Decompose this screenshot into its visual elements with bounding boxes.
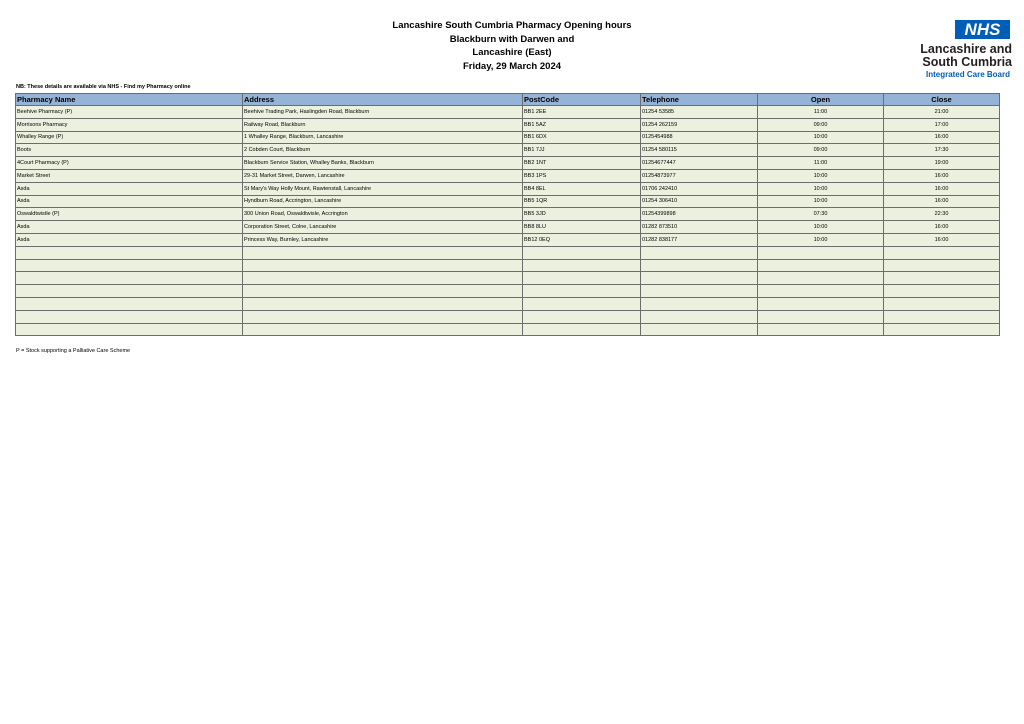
cell-telephone: 01254 262159: [641, 118, 758, 131]
cell-pharmacy-name: Morrisons Pharmacy: [16, 118, 243, 131]
cell-address: Princess Way, Burnley, Lancashire: [243, 233, 523, 246]
cell-pharmacy-name: [16, 272, 243, 285]
cell-postcode: BB3 1PS: [523, 169, 641, 182]
cell-address: [243, 310, 523, 323]
logo-org-line-3: Integrated Care Board: [925, 70, 1010, 79]
cell-open: 10:00: [758, 182, 884, 195]
cell-pharmacy-name: Asda: [16, 182, 243, 195]
cell-close: 16:00: [884, 233, 1000, 246]
table-row: [16, 118, 1000, 131]
cell-close: [884, 272, 1000, 285]
availability-note: NB: These details are available via NHS - Find my Pharmacy online: [16, 84, 191, 90]
table-row: [16, 169, 1000, 182]
cell-pharmacy-name: Market Street: [16, 169, 243, 182]
cell-telephone: 01254 306410: [641, 195, 758, 208]
cell-telephone: 01706 242410: [641, 182, 758, 195]
cell-telephone: 01254399898: [641, 208, 758, 221]
cell-postcode: BB12 0EQ: [523, 233, 641, 246]
table-row: [16, 259, 1000, 272]
cell-pharmacy-name: 4Court Pharmacy (P): [16, 157, 243, 170]
cell-address: 300 Union Road, Oswaldtwisle, Accrington: [243, 208, 523, 221]
cell-telephone: 0125454988: [641, 131, 758, 144]
cell-pharmacy-name: [16, 259, 243, 272]
column-header-postcode: PostCode: [523, 94, 641, 106]
cell-postcode: [523, 323, 641, 336]
cell-close: 16:00: [884, 169, 1000, 182]
cell-address: 29-31 Market Street, Darwen, Lancashire: [243, 169, 523, 182]
cell-address: [243, 297, 523, 310]
table-row: [16, 144, 1000, 157]
cell-open: 09:00: [758, 118, 884, 131]
cell-close: [884, 285, 1000, 298]
cell-close: [884, 246, 1000, 259]
cell-close: 17:30: [884, 144, 1000, 157]
table-row: [16, 208, 1000, 221]
cell-telephone: 01254677447: [641, 157, 758, 170]
cell-pharmacy-name: Boots: [16, 144, 243, 157]
cell-address: Corporation Street, Colne, Lancashire: [243, 221, 523, 234]
cell-telephone: [641, 285, 758, 298]
cell-close: 17:00: [884, 118, 1000, 131]
column-header-pharmacy-name: Pharmacy Name: [16, 94, 243, 106]
cell-pharmacy-name: [16, 297, 243, 310]
cell-close: 22:30: [884, 208, 1000, 221]
cell-telephone: 01254 580115: [641, 144, 758, 157]
cell-address: [243, 272, 523, 285]
title-line-3: Lancashire (East): [472, 47, 552, 58]
cell-telephone: [641, 310, 758, 323]
cell-close: 16:00: [884, 131, 1000, 144]
cell-address: St Mary's Way Holly Mount, Rawtenstall, Lancashire: [243, 182, 523, 195]
cell-close: [884, 297, 1000, 310]
cell-close: 16:00: [884, 221, 1000, 234]
cell-postcode: [523, 259, 641, 272]
cell-open: 07:30: [758, 208, 884, 221]
pharmacy-table: [15, 93, 1000, 336]
cell-address: [243, 246, 523, 259]
document-title: [0, 19, 1024, 73]
cell-telephone: [641, 246, 758, 259]
cell-open: [758, 310, 884, 323]
cell-postcode: [523, 246, 641, 259]
cell-pharmacy-name: Asda: [16, 233, 243, 246]
cell-close: 16:00: [884, 195, 1000, 208]
cell-open: 10:00: [758, 195, 884, 208]
cell-open: 10:00: [758, 131, 884, 144]
footnote: P = Stock supporting a Palliative Care Scheme: [16, 348, 131, 354]
title-line-4: Friday, 29 March 2024: [462, 60, 562, 72]
cell-pharmacy-name: Oswaldtwistle (P): [16, 208, 243, 221]
cell-pharmacy-name: Whalley Range (P): [16, 131, 243, 144]
cell-pharmacy-name: [16, 323, 243, 336]
cell-telephone: 01254873977: [641, 169, 758, 182]
cell-pharmacy-name: [16, 246, 243, 259]
cell-address: Blackburn Service Station, Whalley Banks, Blackburn: [243, 157, 523, 170]
cell-telephone: 01282 873510: [641, 221, 758, 234]
cell-postcode: BB1 6DX: [523, 131, 641, 144]
cell-open: 11:00: [758, 157, 884, 170]
title-line-1: Lancashire South Cumbria Pharmacy Opening hours: [392, 20, 632, 31]
cell-pharmacy-name: Asda: [16, 221, 243, 234]
table-row: [16, 310, 1000, 323]
cell-address: [243, 259, 523, 272]
cell-postcode: [523, 310, 641, 323]
cell-postcode: BB4 8EL: [523, 182, 641, 195]
cell-pharmacy-name: Asda: [16, 195, 243, 208]
cell-address: [243, 323, 523, 336]
table-row: [16, 272, 1000, 285]
cell-open: [758, 259, 884, 272]
cell-postcode: [523, 285, 641, 298]
cell-telephone: 01282 838177: [641, 233, 758, 246]
table-row: [16, 233, 1000, 246]
cell-address: [243, 285, 523, 298]
cell-telephone: [641, 272, 758, 285]
column-header-close: Close: [884, 94, 1000, 106]
table-row: [16, 131, 1000, 144]
cell-open: 10:00: [758, 221, 884, 234]
cell-address: Beehive Trading Park, Haslingden Road, Blackburn: [243, 106, 523, 119]
table-row: [16, 195, 1000, 208]
cell-close: 21:00: [884, 106, 1000, 119]
table-row: [16, 157, 1000, 170]
cell-pharmacy-name: [16, 285, 243, 298]
column-header-address: Address: [243, 94, 523, 106]
table-row: [16, 246, 1000, 259]
cell-telephone: [641, 259, 758, 272]
cell-open: [758, 246, 884, 259]
cell-postcode: BB5 1QR: [523, 195, 641, 208]
table-row: [16, 182, 1000, 195]
table-row: [16, 297, 1000, 310]
cell-close: [884, 259, 1000, 272]
logo-org-line-2: South Cumbria: [922, 55, 1012, 69]
table-row: [16, 106, 1000, 119]
nhs-logo-mark: NHS: [955, 20, 1010, 39]
cell-telephone: 01254 53585: [641, 106, 758, 119]
cell-postcode: BB2 1NT: [523, 157, 641, 170]
cell-postcode: BB1 7JJ: [523, 144, 641, 157]
cell-close: [884, 310, 1000, 323]
cell-address: 2 Cobden Court, Blackburn: [243, 144, 523, 157]
cell-pharmacy-name: Beehive Pharmacy (P): [16, 106, 243, 119]
table-row: [16, 323, 1000, 336]
cell-pharmacy-name: [16, 310, 243, 323]
cell-open: 10:00: [758, 169, 884, 182]
cell-open: [758, 297, 884, 310]
cell-close: 19:00: [884, 157, 1000, 170]
cell-open: [758, 323, 884, 336]
cell-postcode: BB1 2EE: [523, 106, 641, 119]
logo-org-line-1: Lancashire and: [920, 42, 1012, 56]
cell-address: Railway Road, Blackburn: [243, 118, 523, 131]
table-header-row: [16, 94, 1000, 106]
title-line-2: Blackburn with Darwen and: [449, 33, 575, 45]
cell-close: [884, 323, 1000, 336]
cell-open: [758, 272, 884, 285]
table-row: [16, 285, 1000, 298]
table-row: [16, 221, 1000, 234]
cell-postcode: BB5 3JD: [523, 208, 641, 221]
cell-postcode: BB1 5AZ: [523, 118, 641, 131]
cell-postcode: [523, 272, 641, 285]
cell-address: 1 Whalley Range, Blackburn, Lancashire: [243, 131, 523, 144]
cell-open: 10:00: [758, 233, 884, 246]
cell-postcode: [523, 297, 641, 310]
cell-address: Hyndburn Road, Accrington, Lancashire: [243, 195, 523, 208]
cell-open: 09:00: [758, 144, 884, 157]
table-body: [16, 106, 1000, 336]
cell-open: 11:00: [758, 106, 884, 119]
column-header-open: Open: [758, 94, 884, 106]
cell-open: [758, 285, 884, 298]
cell-telephone: [641, 323, 758, 336]
cell-close: 16:00: [884, 182, 1000, 195]
cell-postcode: BB8 8LU: [523, 221, 641, 234]
cell-telephone: [641, 297, 758, 310]
column-header-telephone: Telephone: [641, 94, 758, 106]
